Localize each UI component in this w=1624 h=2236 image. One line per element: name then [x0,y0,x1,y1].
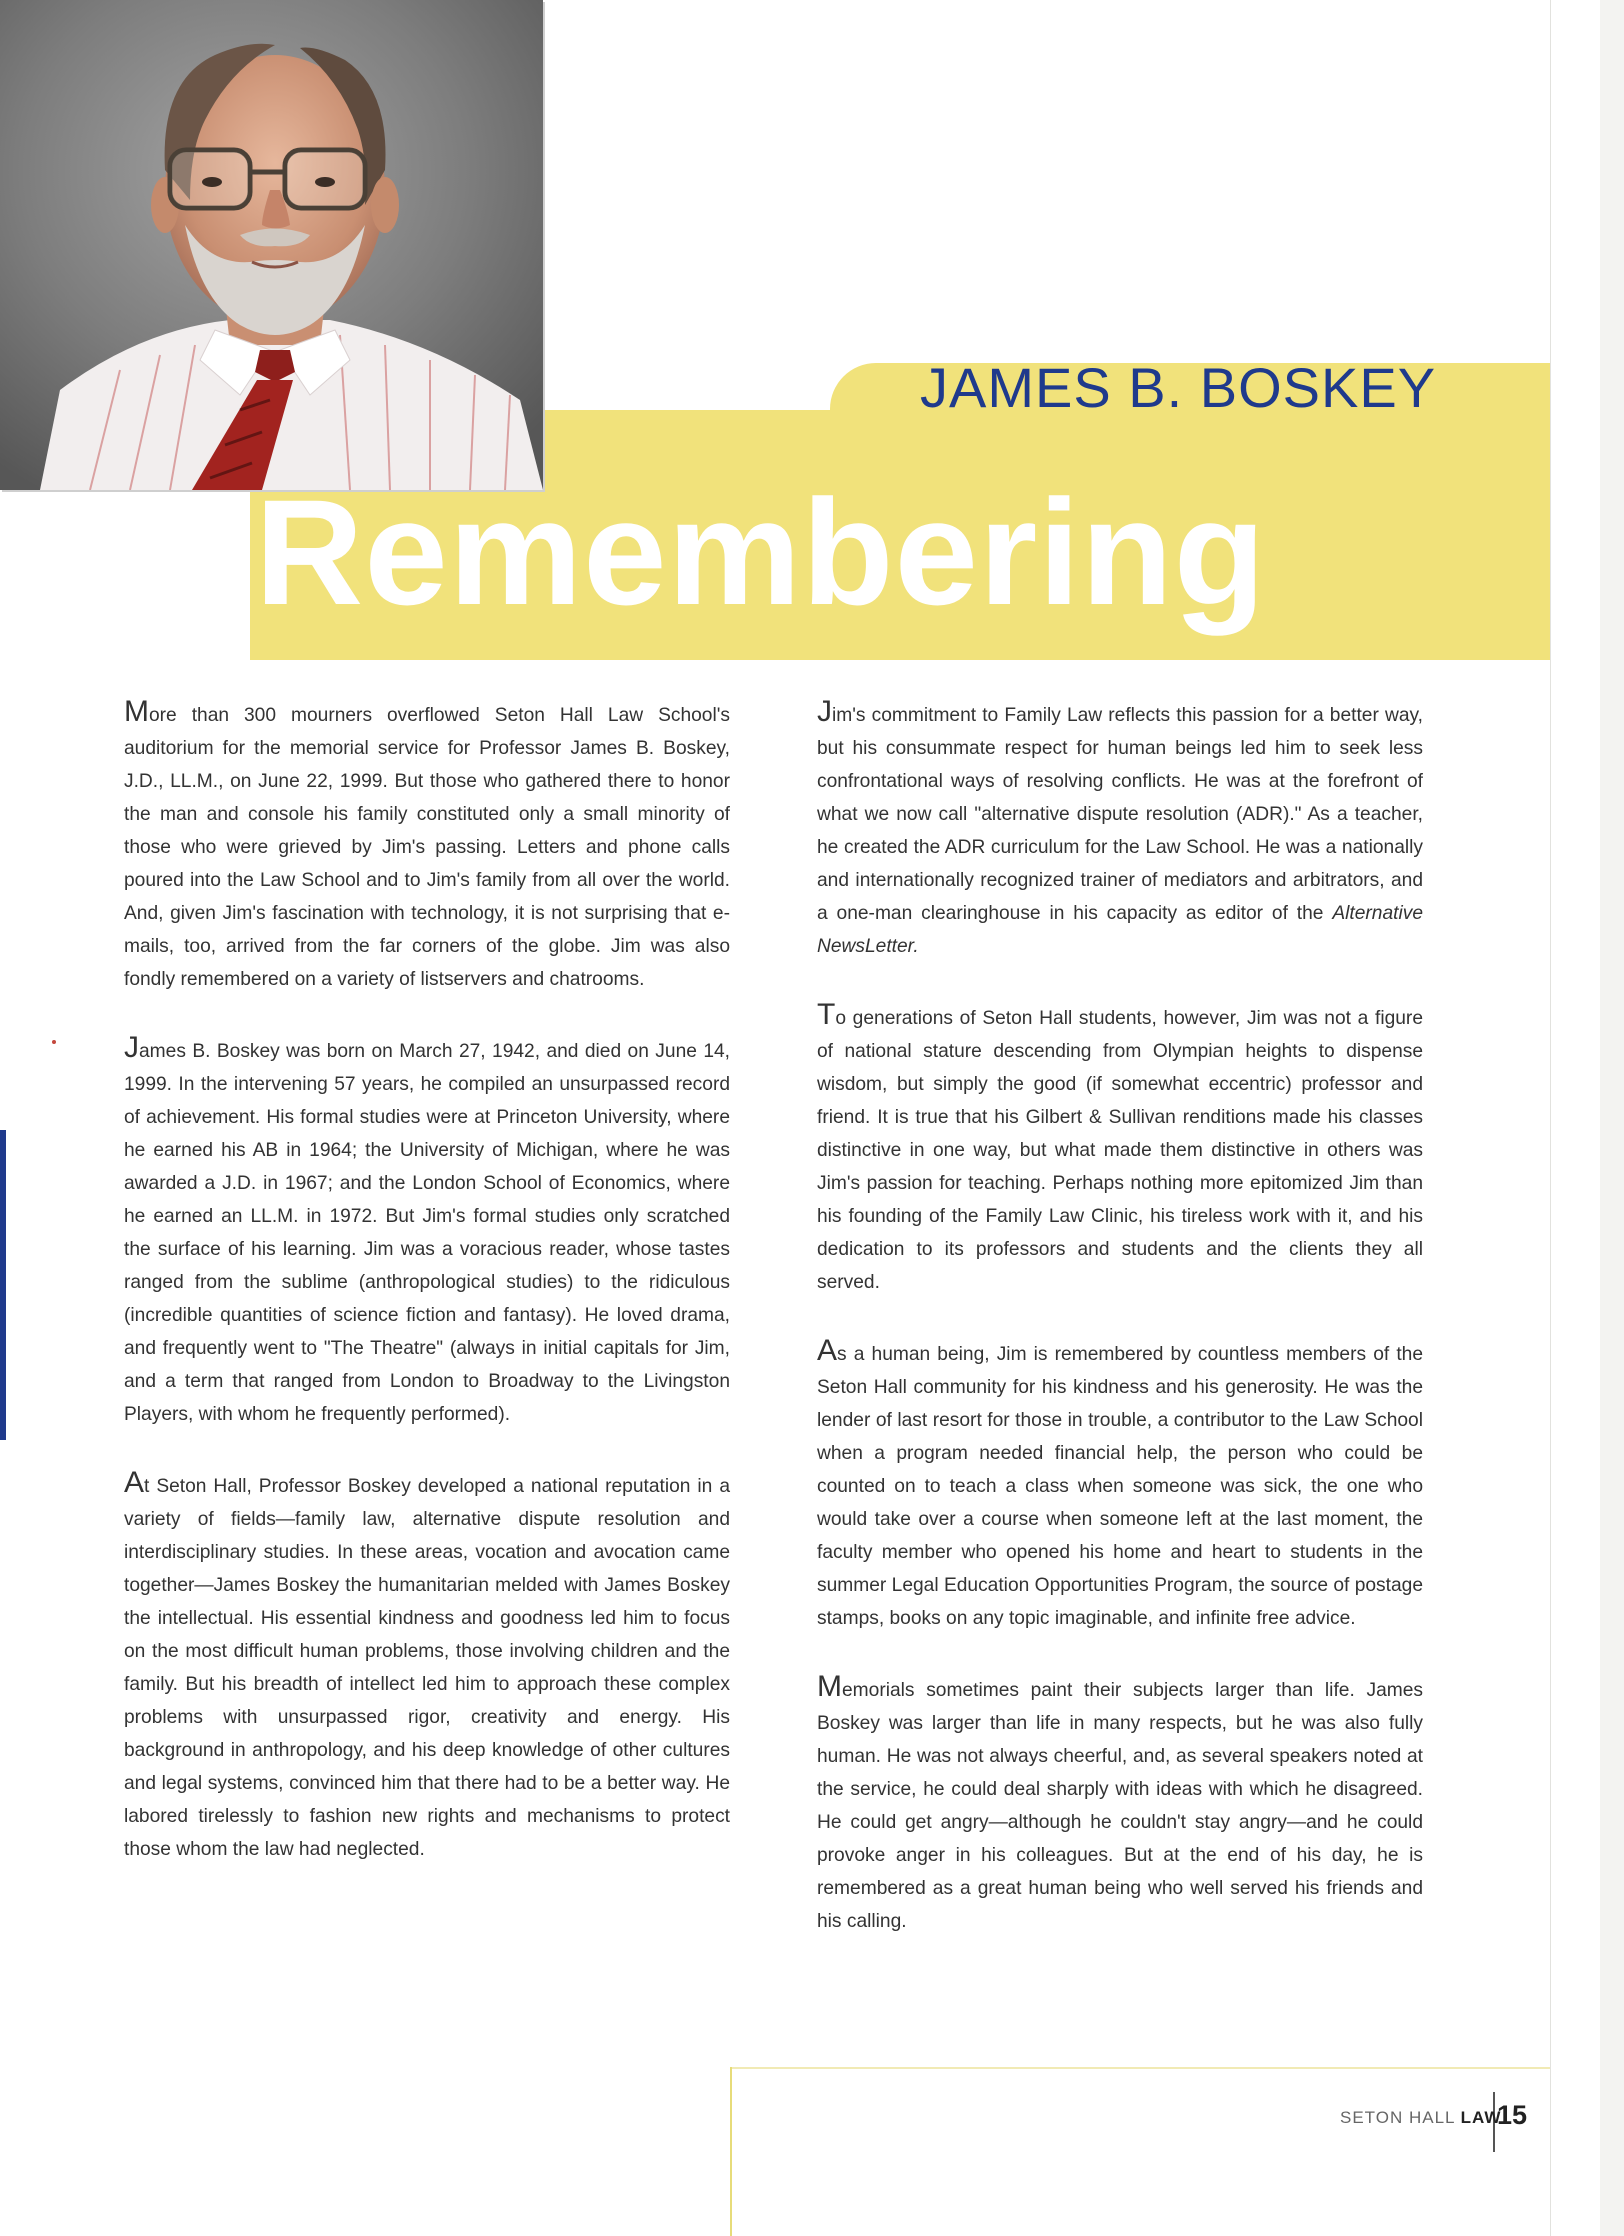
newsletter-title: Alternative NewsLetter. [817,903,1423,957]
page-edge-line [1550,0,1624,2236]
margin-mark [52,1040,56,1044]
article-paragraph-text: Jim's commitment to Family Law reflects this passion for a better way, but his consummate respect for human beings led him to seek less confrontational ways of resolving conflicts. He was at the forefront of what we now call "alternative dispute resolution (ADR)." As a teacher, he created the ADR curriculum for the Law School. He was a nationally and internationally recognized trainer of mediators and arbitrators, and a one-man clearinghouse in his capacity as editor of the [817,695,1423,924]
footer-publication-bold: LAW [1460,2108,1502,2127]
portrait-photo-illustration [0,0,543,490]
remembering-title: Remembering [255,468,1267,636]
article-column-right [817,695,1423,1973]
subject-name-heading: JAMES B. BOSKEY [920,356,1437,419]
article-paragraph: As a human being, Jim is remembered by countless members of the Seton Hall community for his kindness and his generosity. He was the lender of last resort for those in trouble, a contributor to the Law School when a program needed financial help, the person who could be counted on to teach a class when someone was sick, the one who would take over a course when someone left at the last moment, the faculty member who opened his home and heart to students in the summer Legal Education Opportunities Program, the source of postage stamps, books on any topic imaginable, and infinite free advice. [817,1334,1423,1629]
article-paragraph: Memorials sometimes paint their subjects larger than life. James Boskey was larger than life in many respects, but he was also fully human. He was not always cheerful, and, as several speakers noted at the service, he could deal sharply with ideas with which he disagreed. He could get angry—although he couldn't stay angry—and he could provoke anger in his colleagues. But at the end of his day, he is remembered as a great human being who well served his friends and his calling. [817,1670,1423,1932]
article-column-left [124,695,730,1901]
footer-publication [1340,2108,1502,2128]
article-paragraph-with-title [817,695,1423,963]
article-paragraph: More than 300 mourners overflowed Seton Hall Law School's auditorium for the memorial service for Professor James B. Boskey, J.D., LL.M., on June 22, 1999. But those who gathered there to honor the man and console his family constituted only a small minority of those who were grieved by Jim's passing. Letters and phone calls poured into the Law School and to Jim's family from all over the world. And, given Jim's fascination with technology, it is not surprising that e-mails, too, arrived from the far corners of the globe. Jim was also fondly remembered on a variety of listservers and chatrooms. [124,695,730,990]
article-paragraph: James B. Boskey was born on March 27, 1942, and died on June 14, 1999. In the intervening 57 years, he compiled an unsurpassed record of achievement. His formal studies were at Princeton University, where he earned his AB in 1964; the University of Michigan, where he was awarded a J.D. in 1967; and the London School of Economics, where he earned an LL.M. in 1972. But Jim's formal studies only scratched the surface of his learning. Jim was a voracious reader, whose tastes ranged from the sublime (anthropological studies) to the ridiculous (incredible quantities of science fiction and fantasy). He loved drama, and frequently went to "The Theatre" (always in initial capitals for Jim, and a term that ranged from London to Broadway to the Livingston Players, with whom he frequently performed). [124,1031,730,1425]
footer-publication-name: SETON HALL [1340,2108,1455,2127]
portrait-photo [0,0,543,490]
page-number: 15 [1497,2100,1528,2130]
article-paragraph: At Seton Hall, Professor Boskey developed a national reputation in a variety of fields—family law, alternative dispute resolution and interdisciplinary studies. In these areas, vocation and avocation came together—James Boskey the humanitarian melded with James Boskey the intellectual. His essential kindness and goodness led him to focus on the most difficult human problems, those involving children and the family. But his breadth of intellect led him to approach these complex problems with unsurpassed rigor, creativity and energy. His background in anthropology, and his deep knowledge of other cultures and legal systems, convinced him that there had to be a better way. He labored tirelessly to fashion new rights and mechanisms to protect those whom the law had neglected. [124,1466,730,1860]
footer-rule-vertical [730,2067,732,2236]
footer-rule-horizontal [730,2067,1550,2069]
margin-scan-bar [0,1130,6,1440]
article-paragraph: To generations of Seton Hall students, however, Jim was not a figure of national stature descending from Olympian heights to dispense wisdom, but simply the good (if somewhat eccentric) professor and friend. It is true that his Gilbert & Sullivan renditions made his classes distinctive in one way, but what made them distinctive in others was Jim's passion for teaching. Perhaps nothing more epitomized Jim than his founding of the Family Law Clinic, his tireless work with it, and his dedication to its professors and students and the clients they all served. [817,998,1423,1293]
